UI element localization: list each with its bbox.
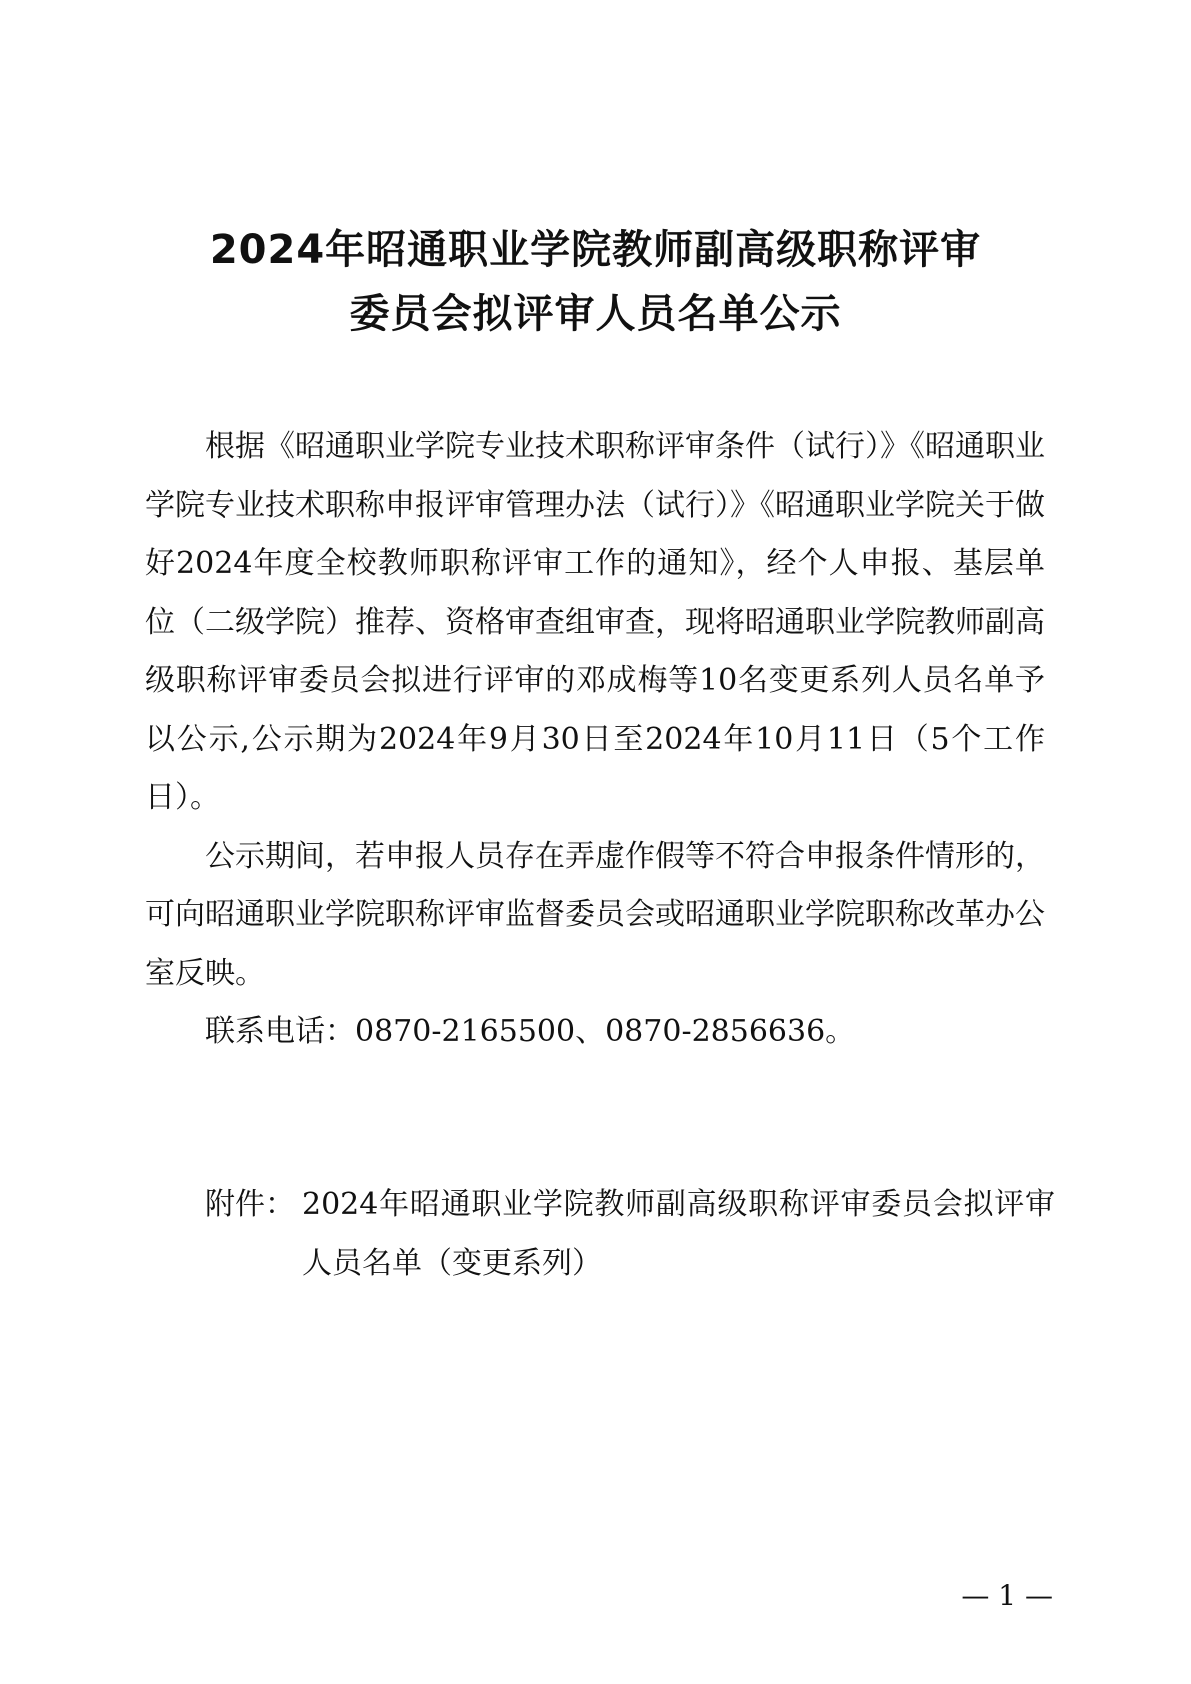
- title-line-1: 2024年昭通职业学院教师副高级职称评审: [209, 227, 982, 273]
- title-line-2: 委员会拟评审人员名单公示: [349, 291, 842, 337]
- page-number: — 1 —: [961, 1579, 1053, 1612]
- document-body: [145, 418, 1045, 1062]
- body-paragraph-contact: 联系电话：0870-2165500、0870-2856636。: [205, 1014, 856, 1049]
- body-paragraph-objection: 公示期间，若申报人员存在弄虚作假等不符合申报条件情形的，可向昭通职业学院职称评审监督委员会或昭通职业学院职称改革办公室反映。: [145, 838, 1045, 991]
- attachment-title: 2024年昭通职业学院教师副高级职称评审委员会拟评审人员名单（变更系列）: [302, 1187, 1055, 1281]
- attachment-note: [205, 1176, 1055, 1293]
- attachment-label: 附件：: [205, 1187, 295, 1222]
- document-title: [120, 218, 1071, 346]
- body-paragraph-basis: 根据《昭通职业学院专业技术职称评审条件（试行）》《昭通职业学院专业技术职称申报评审管理办法（试行）》《昭通职业学院关于做好2024年度全校教师职称评审工作的通知》，经个人申报、基层单位（二级学院）推荐、资格审查组审查，现将昭通职业学院教师副高级职称评审委员会拟进行评审的邓成梅等10名变更系列人员名单予以公示,公示期为2024年9月30日至2024年10月11日（5个工作日）。: [145, 429, 1045, 815]
